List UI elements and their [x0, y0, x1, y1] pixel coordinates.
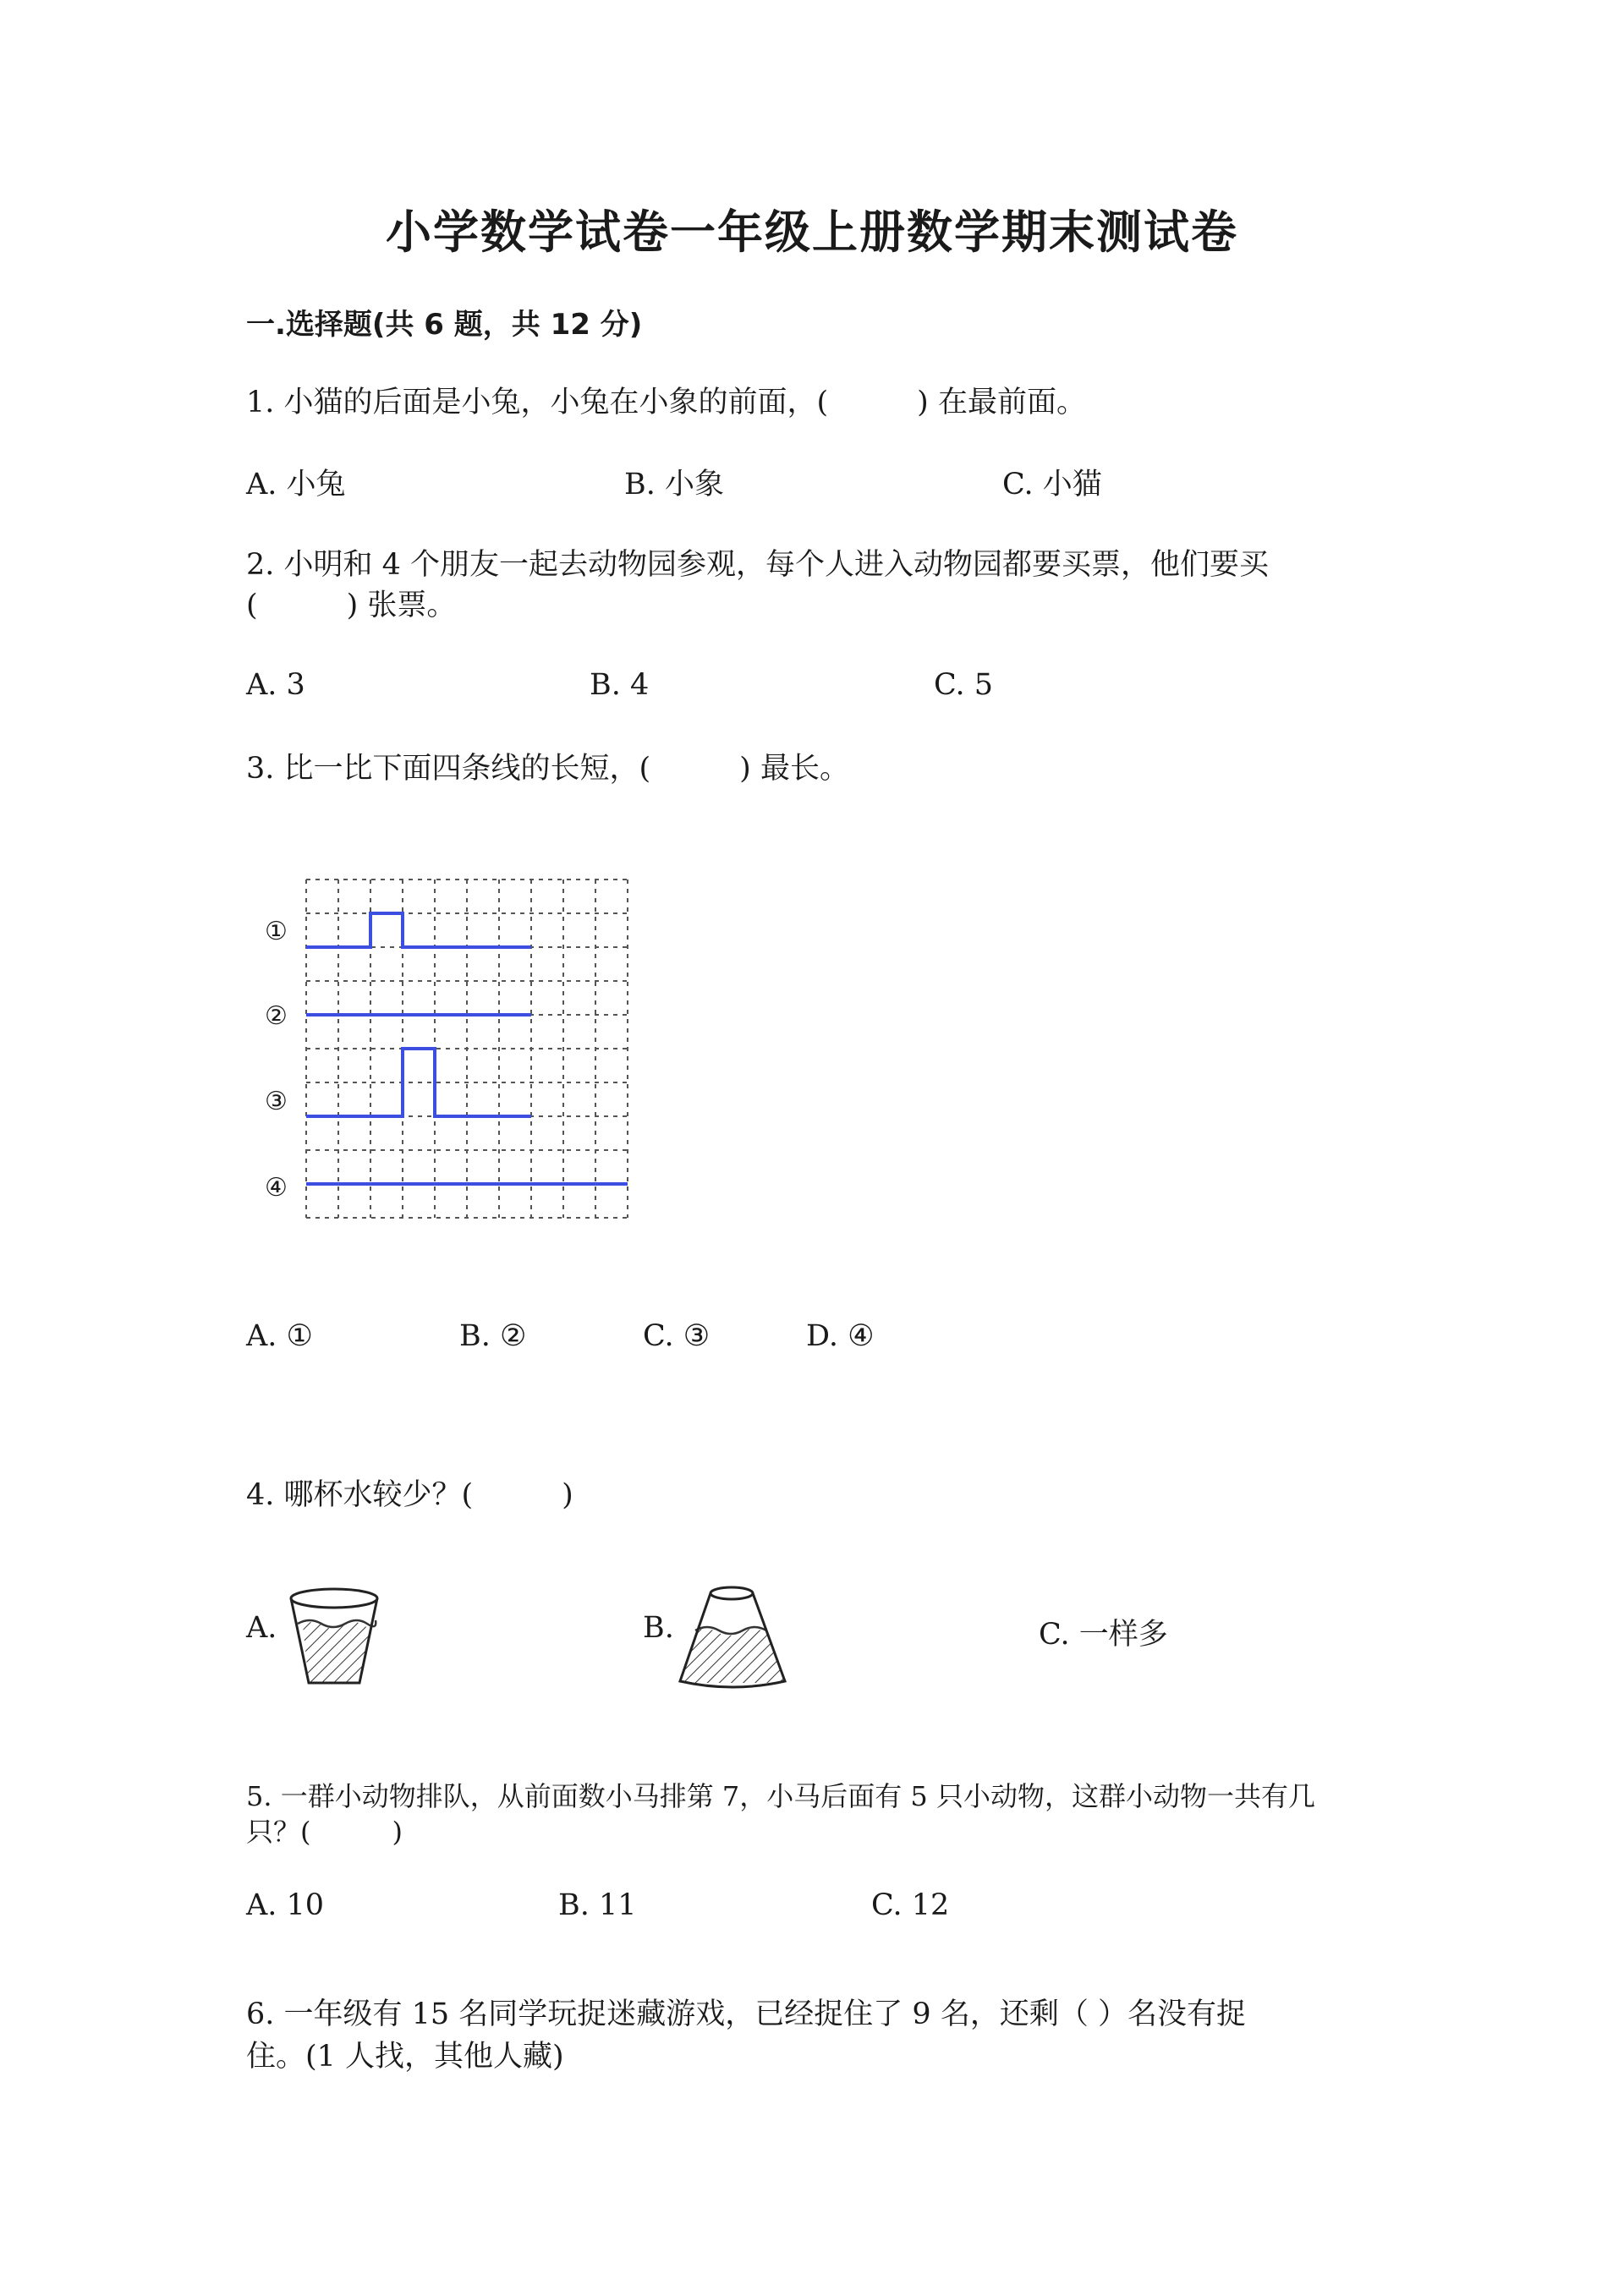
line-label-1: ① — [265, 917, 288, 946]
line-label-4: ④ — [265, 1173, 288, 1203]
q2-option-b[interactable]: B. 4 — [590, 668, 650, 702]
question-2-text-line1: 2. 小明和 4 个朋友一起去动物园参观，每个人进入动物园都要买票，他们要买 — [246, 548, 1270, 582]
section-heading: 一.选择题(共 6 题，共 12 分) — [246, 308, 643, 342]
q5-option-c[interactable]: C. 12 — [871, 1888, 950, 1922]
question-5-text-line1: 5. 一群小动物排队，从前面数小马排第 7，小马后面有 5 只小动物，这群小动物一共有几 — [246, 1780, 1315, 1812]
q4-option-b[interactable]: B. — [643, 1611, 674, 1645]
cup-wide-bottom-icon[interactable] — [677, 1581, 787, 1691]
line-label-3: ③ — [265, 1087, 288, 1116]
q1-option-c[interactable]: C. 小猫 — [1002, 468, 1102, 501]
line-label-2: ② — [265, 1001, 288, 1031]
question-1-text: 1. 小猫的后面是小兔，小兔在小象的前面，( ) 在最前面。 — [246, 386, 1086, 419]
question-6-text-line1: 6. 一年级有 15 名同学玩捉迷藏游戏，已经捉住了 9 名，还剩（ ）名没有捉 — [246, 1997, 1246, 2031]
question-5-text-line2: 只？( ) — [246, 1816, 403, 1848]
q4-option-c[interactable]: C. 一样多 — [1039, 1618, 1168, 1652]
q5-option-a[interactable]: A. 10 — [246, 1888, 325, 1922]
line-comparison-figure — [254, 867, 626, 1222]
question-2-text-line2: ( ) 张票。 — [246, 589, 457, 622]
q5-option-b[interactable]: B. 11 — [558, 1888, 637, 1922]
q1-option-a[interactable]: A. 小兔 — [246, 468, 346, 501]
question-3-text: 3. 比一比下面四条线的长短，( ) 最长。 — [246, 752, 849, 786]
dotted-grid — [306, 879, 628, 1218]
question-6-text-line2: 住。(1 人找，其他人藏) — [246, 2040, 564, 2074]
q2-option-c[interactable]: C. 5 — [934, 668, 994, 702]
page-title: 小学数学试卷一年级上册数学期末测试卷 — [386, 205, 1238, 259]
q2-option-a[interactable]: A. 3 — [246, 668, 305, 702]
q3-option-d[interactable]: D. ④ — [806, 1319, 875, 1353]
cup-wide-top-icon[interactable] — [279, 1581, 389, 1691]
question-4-text: 4. 哪杯水较少？( ) — [246, 1478, 573, 1512]
q1-option-b[interactable]: B. 小象 — [624, 468, 724, 501]
line-1 — [306, 913, 531, 947]
q3-option-c[interactable]: C. ③ — [643, 1319, 710, 1353]
q3-option-b[interactable]: B. ② — [459, 1319, 527, 1353]
q3-option-a[interactable]: A. ① — [246, 1319, 313, 1353]
q4-option-a[interactable]: A. — [246, 1611, 277, 1645]
